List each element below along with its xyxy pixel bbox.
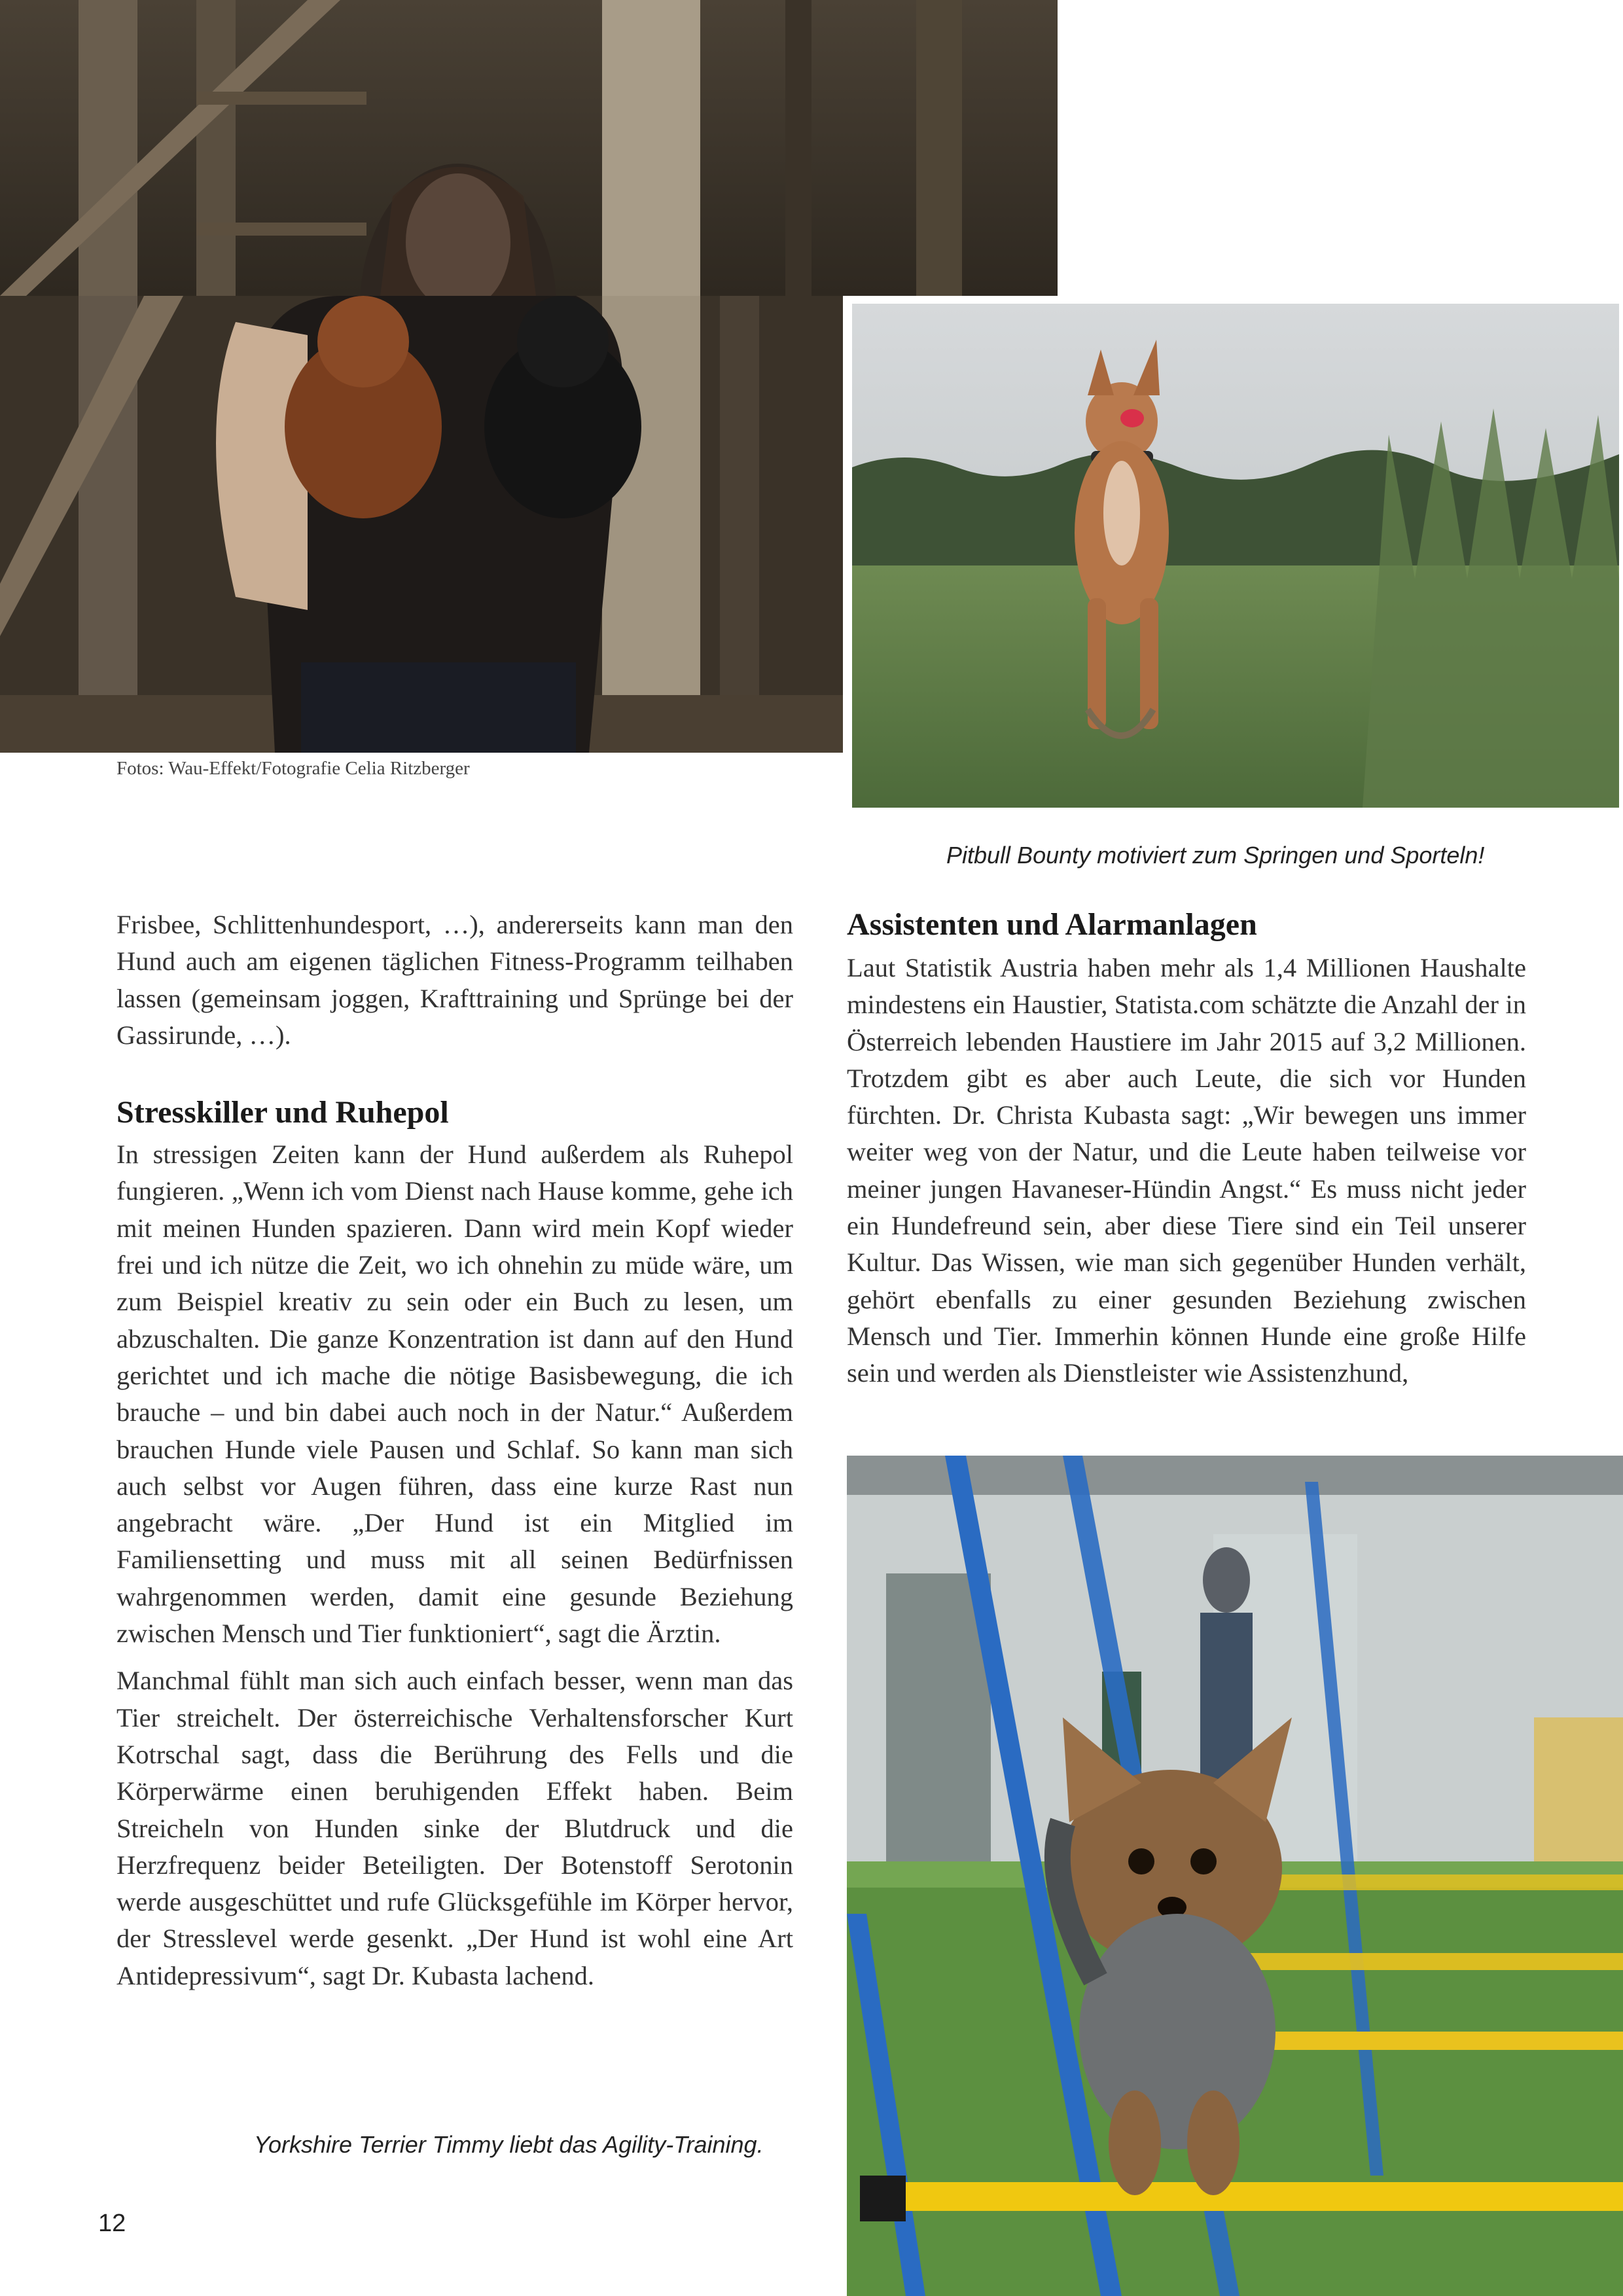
photo-woman-dachshunds-top xyxy=(0,0,1058,296)
page-number: 12 xyxy=(98,2210,126,2237)
heading-assistenten: Assistenten und Alarmanlagen xyxy=(847,907,1257,942)
intro-paragraph: Frisbee, Schlittenhundesport, …), andererseits kann man den Hund auch am eigenen täglichen Fitness-Programm teilhaben lassen (gemeinsam joggen, Krafttraining und Sprünge bei der Gassirunde, …). xyxy=(116,910,793,1050)
heading-stresskiller: Stresskiller und Ruhepol xyxy=(116,1095,449,1130)
right-column xyxy=(847,905,1526,1392)
photo-yorkshire-terrier xyxy=(847,1456,1623,2296)
forest-photo-top-art xyxy=(0,0,1058,296)
paragraph-ruhepol: In stressigen Zeiten kann der Hund außerdem als Ruhepol fungieren. „Wenn ich vom Dienst nach Hause komme, gehe ich mit meinen Hunden spazieren. Dann wird mein Kopf wieder frei und ich nütze die Zeit, wo ich ohnehin zu müde wäre, um zum Beispiel kreativ zu sein oder ein Buch zu lesen, um abzuschalten. Die ganze Konzentration ist dann auf den Hund gerichtet und ich mache die nötige Basisbewegung, die ich brauche – und bin dabei auch noch in der Natur.“ Außerdem brauchen Hunde viele Pausen und Schlaf. So kann man sich auch selbst vor Augen führen, dass eine kurze Rast nun angebracht wäre. „Der Hund ist ein Mitglied im Familiensetting und muss mit all seinen Bedürfnissen wahrgenommen werden, damit eine gesunde Beziehung zwischen Mensch und Tier funktioniert“, sagt die Ärztin. xyxy=(116,1139,793,1649)
caption-yorkie: Yorkshire Terrier Timmy liebt das Agility-Training. xyxy=(254,2131,764,2158)
photo-woman-dachshunds xyxy=(0,296,843,753)
left-column xyxy=(116,906,793,1994)
yorkie-photo-art xyxy=(847,1456,1623,2296)
photo-credit: Fotos: Wau-Effekt/Fotografie Celia Ritzberger xyxy=(116,758,470,779)
paragraph-statistik: Laut Statistik Austria haben mehr als 1,4 Millionen Haushalte mindestens ein Haustier, Statista.com schätzte die Anzahl der in Österreich lebenden Haustiere im Jahr 2015 auf 3,2 Millionen. Trotzdem gibt es aber auch Leute, die sich vor Hunden fürchten. Dr. Christa Kubasta sagt: „Wir bewegen uns immer weiter weg von der Natur, und die Leute haben teilweise vor meiner jungen Havaneser-Hündin Angst.“ Es muss nicht jeder ein Hundefreund sein, aber diese Tiere sind ein Teil unserer Kultur. Das Wissen, wie man sich gegenüber Hunden verhält, gehört ebenfalls zu einer gesunden Beziehung zwischen Mensch und Tier. Immerhin können Hunde eine große Hilfe sein und werden als Dienstleister wie Assistenzhund, xyxy=(847,953,1526,1388)
paragraph-streicheln: Manchmal fühlt man sich auch einfach besser, wenn man das Tier streichelt. Der österreichische Verhaltensforscher Kurt Kotrschal sagt, dass die Berührung des Fells und die Körperwärme einen beruhigenden Effekt haben. Beim Streicheln von Hunden sinke der Blutdruck und die Herzfrequenz beider Beteiligten. Der Botenstoff Serotonin werde ausgeschüttet und rufe Glücksgefühle im Körper hervor, der Stresslevel werde gesenkt. „Der Hund ist wohl eine Art Antidepressivum“, sagt Dr. Kubasta lachend. xyxy=(116,1666,793,1990)
pitbull-photo-art xyxy=(852,304,1619,808)
forest-photo-art xyxy=(0,296,843,753)
caption-pitbull: Pitbull Bounty motiviert zum Springen und Sporteln! xyxy=(946,842,1485,869)
photo-pitbull-jumping xyxy=(852,304,1619,808)
